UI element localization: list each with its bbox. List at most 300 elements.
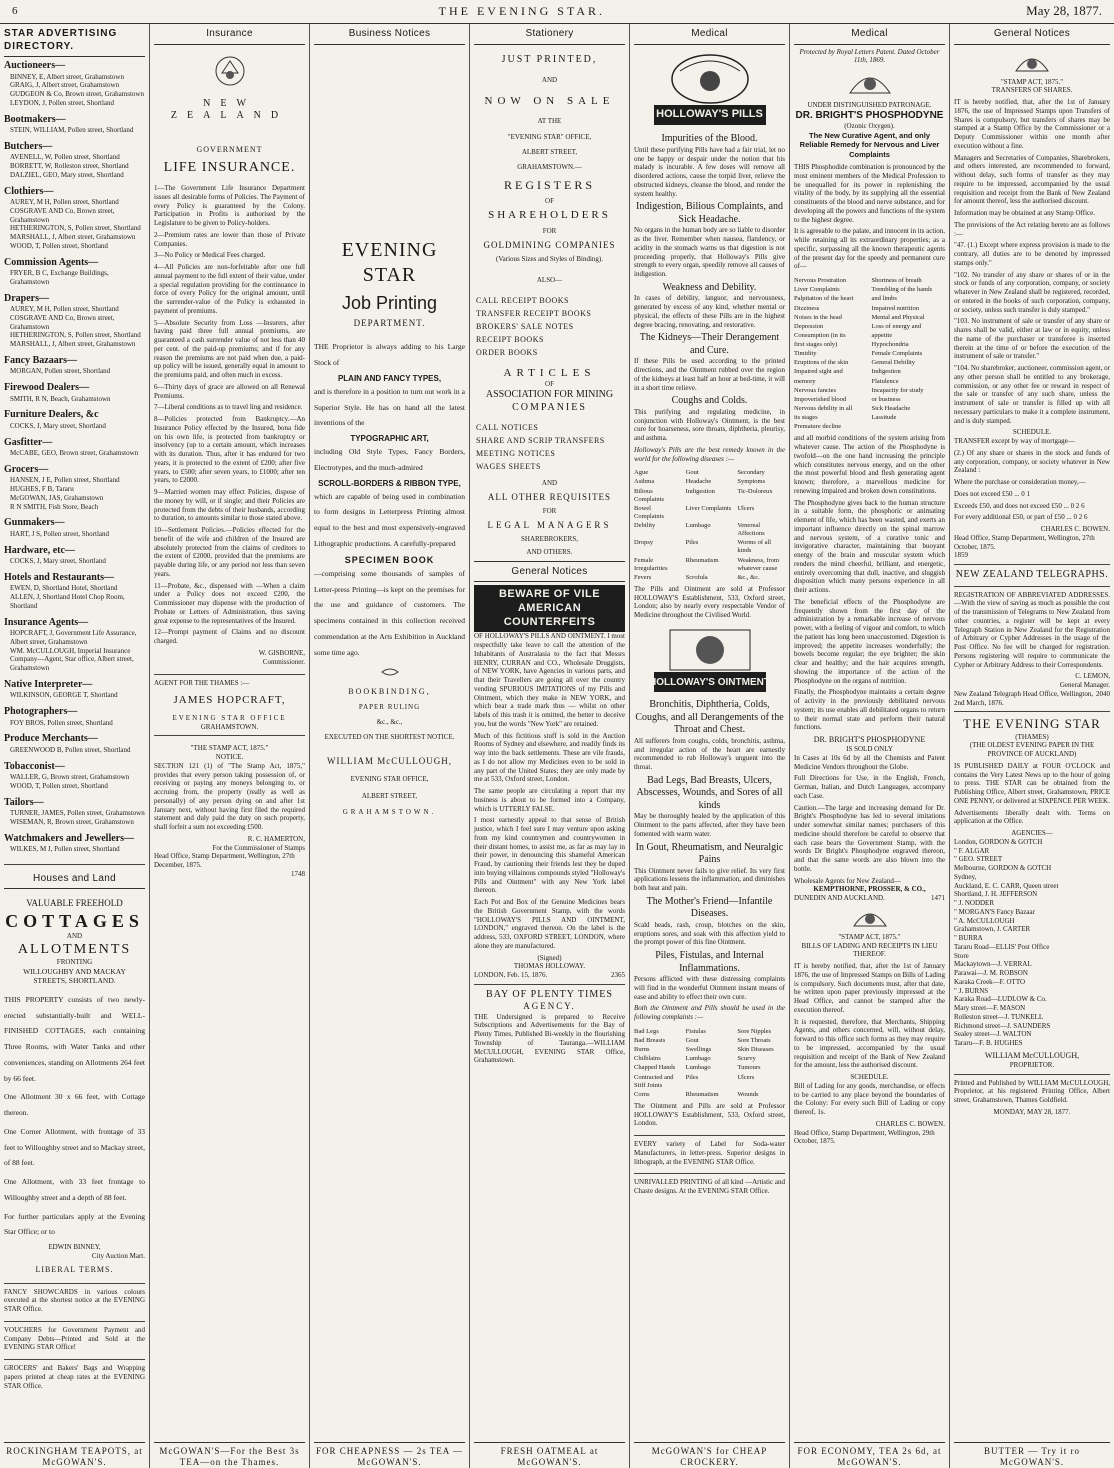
ad-number: 2365 [611,971,625,979]
table-cell: Gout [685,1037,699,1044]
column-heading: General Notices [954,24,1110,45]
ad-body: 4—All Policies are non-forfeitable after one full annual payment to the full extent of their value, under a special regulation providing for the continuance in force of every Policy for the original amount, until the surrender-value of the Policy is exhausted in payment of premiums. [154,263,305,315]
ad-line: STREETS, SHORTLAND. [33,976,116,986]
directory-entry [4,355,145,376]
directory-entry [4,833,145,854]
ad-body: UNRIVALLED PRINTING of all kind —Artistic and Chaste designs. At the EVENING STAR Office. [634,1178,785,1196]
directory-listing: GRAIG, J, Albert street, Grahamstown [10,81,120,90]
ad-body: 3—No Policy or Medical Fees charged. [154,251,266,260]
directory-listing: MORGAN, Pollen street, Shortland [10,367,111,376]
ad-line: (THE OLDEST EVENING PAPER IN THE PROVINCE OF AUCKLAND) [969,741,1095,758]
table-cell: Loss of energy and [871,322,922,330]
ad-body: 1—The Government Life Insurance Department issues all desirable forms of Policies. The Payment of every Policy is guaranteed by the Colony. Participation in Profits is authorised by the Legislature to be given to Policy-holders. [154,184,305,227]
notice-subtitle: TRANSFERS OF SHARES. [991,86,1073,95]
table-cell: Scurvy [737,1055,756,1063]
agency-item: London, GORDON & GOTCH [954,837,1043,846]
signature: WILLIAM McCULLOUGH, [984,1050,1080,1060]
symptom-table [794,277,945,431]
table-cell: Palpitation of the heart [794,295,854,303]
table-cell: Consumption (in its [794,331,846,339]
ad-line: WILLOUGHBY AND MACKAY [23,967,126,976]
article-body: No organs in the human body are so liable to disorder as the liver. Remember when nausea, flatulency, or acidity in the stomach warns us that digestion is not proceeding properly, that Holloway's Pills give strength to every organ, speedily remove all causes of indigestion. [634,226,785,278]
ad-number: 1471 [931,894,945,902]
imprint: Printed and Published by WILLIAM McCULLOUGH, Proprietor, at his registered Printing Office, Albert street, Grahamstown, Thames Goldfield. [954,1078,1110,1104]
directory-entry [4,706,145,727]
table-cell: Rheumatism [685,556,719,564]
table-cell: Indigestion [871,368,901,376]
royal-crest-icon [794,68,945,98]
ad-line: EXECUTED ON THE SHORTEST NOTICE. [324,732,455,741]
table-cell: Contracted and Stiff Joints [634,1073,674,1089]
column-directory [0,24,150,1468]
agency-item: " GEO. STREET [954,855,1003,864]
ad-headline: THE EVENING STAR [963,716,1101,732]
ad-line: AGENT FOR THE THAMES :— [154,679,250,688]
table-cell: Wounds [737,1090,759,1098]
agency-item: Mary street—F. MASON [954,1004,1026,1012]
signature: Commissioner. [262,657,305,666]
column-medical-phosphodyne [790,24,950,1468]
directory-listing: HANSEN, J E, Pollen street, Shortland [10,476,120,485]
ad-body: THIS PROPERTY consists of two newly-erected substantially-built and WELL-FINISHED COTTAGES, each containing Three Rooms, with Water Tanks and other conveniences, standing on Allotments 264 feet by 66 feet. [4,994,145,1083]
table-cell: Sore Nipples [737,1027,772,1035]
directory-entry [4,186,145,251]
agency-item: Auckland, E. C. CARR, Queen street [954,881,1059,890]
banner-line: BEWARE OF VILE [498,588,601,600]
divider [954,564,1110,565]
article-body: The Pills and Ointment are sold at Professor HOLLOWAY'S Establishment, 533, Oxford street, London; also by nearly every respectable Vendor of Medicine throughout the Civilised World. [634,584,785,620]
table-cell: Sore Throats [737,1037,771,1044]
agency-item: Shortland, J. H. JEFFERSON [954,890,1038,899]
directory-listing: HART, J S, Pollen street, Shortland [10,529,110,538]
ad-headline: ARTICLES [503,366,596,379]
ad-body: I most earnestly appeal to that sense of British justice, which I feel sure I may venture upon asking from my kind countrymen and countrywomen in their distant homes, to assist me, as far as may lay in their power, in denouncing this shameful American Fraud, by cautioning their friends lest they be duped into buying villainous compounds styled "Holloway's Pills and Ointment" with any New York label thereon. [474,816,625,895]
list-item: BROKERS' SALE NOTES [476,321,574,331]
ad-body: "47. (1.) Except where express provision is made to the contrary, all duties are to be denoted by impressed stamps only." [954,241,1110,267]
directory-category: Auctioneers— [4,60,66,71]
ad-body: Where the purchase or consideration money,— [954,478,1086,486]
column-medical-holloway [630,24,790,1468]
list-item: ORDER BOOKS [476,347,538,357]
article-heading: Bronchitis, Diphtheria, Colds, Coughs, and all Derangements of the Throat and Chest. [635,699,784,736]
ad-line: ALL OTHER REQUISITES [487,491,612,502]
directory-entry [4,517,145,538]
ad-line: FOR [542,227,557,235]
ad-body: Exceeds £50, and does not exceed £50 ... 0 2 6 [954,501,1085,510]
table-cell: Incapacity for study [871,386,924,394]
ad-line: VALUABLE FREEHOLD [26,898,123,909]
divider [954,586,1110,587]
agency-item: " MORGAN'S Fancy Bazaar [954,907,1035,916]
directory-category: Grocers— [4,463,49,475]
ad-body: 7—Liberal conditions as to travel ling and residence. [154,403,303,412]
ad-line: AGENCY. [523,1001,576,1012]
article-body: If these Pills be used according to the printed directions, and the Ointment rubbed over the region of the kidneys at least half an hour at bed-time, it will in a short time relieve. [634,357,785,392]
ad-line: FOR [542,507,557,515]
ad-body: THIS Phosphodide combination is pronounced by the most eminent members of the Medical Profession to be unequalled for its power in replenishing the vitality of the body, by its supplying all the essential constituents of the blood and nerve substance, and for developing all the powers and functions of the system to the highest degree. [794,163,945,224]
directory-listing: McCABE, GEO, Brown street, Grahamstown [10,449,139,457]
agency-item: " A. McCULLOUGH [954,916,1015,925]
directory-listing: McGOWAN, JAS, Grahamstown [10,493,104,502]
table-cell: Swellings [685,1046,712,1054]
directory-listing: SMITH, R N, Beach, Grahamstown [10,394,111,403]
directory-listing: AVENELL, W, Pollen street, Shortland [10,153,120,162]
agency-item: Grahamstown, J. CARTER [954,925,1031,934]
table-cell: Skin Diseases [737,1046,774,1054]
table-cell: Impaired nutrition [871,304,919,312]
ad-line: OF [545,196,554,205]
signature: THOMAS HOLLOWAY. [513,962,586,971]
directory-entry [4,761,145,791]
bottom-ad: McGOWAN'S—For the Best 3s TEA—on the Thames. [154,1442,305,1468]
directory-entry [4,141,145,180]
directory-category: Hardware, etc— [4,544,75,556]
table-cell: General Debility [871,359,915,367]
bottom-ad: FRESH OATMEAL at McGOWAN'S. [474,1442,625,1468]
table-cell: Sick Headache [871,404,911,412]
table-cell: Bilious Complaints [634,487,664,503]
ad-body: including Old Style Types, Fancy Borders, Electrotypes, and the much-admired [314,447,465,472]
table-cell: Asthma [634,478,655,486]
column-heading: Stationery [474,24,625,45]
ad-line: TYPOGRAPHIC ART, [350,434,429,443]
list-item: TRANSFER RECEIPT BOOKS [476,308,592,318]
agency-item: " F. ALGAR [954,846,990,855]
directory-entry [4,545,145,566]
ad-line: IS SOLD ONLY [846,745,893,753]
ad-line: GOVERNMENT [196,144,263,154]
ad-line: Head Office, Stamp Department, Wellington, 27th December, 1875. [154,852,295,869]
directory-category: Hotels and Restaurants— [4,571,115,583]
ad-line: WILLIAM McCULLOUGH, [327,755,452,766]
directory-entry [4,733,145,754]
article-heading: The Mother's Friend—Infantile Diseases. [646,895,773,920]
directory-entry [4,409,145,430]
directory-listing: HETHERINGTON, S, Pollen street, Shortland [10,331,141,340]
table-cell: Scrofula [685,573,708,581]
directory-category: Bootmakers— [4,113,66,125]
issue-date: May 28, 1877. [1026,3,1102,19]
ad-body: 5—Absolute Security from Loss —Insurers, after having paid three full annual premiums, are guaranteed a cash surrender value of not less than 40 per cent. of the paid-up premiums; and if for any reason the premiums are not paid when due, a paid-up policy will be issued, generally equal in amount to the premiums paid, and often much in excess. [154,318,305,379]
agency-item: Rolleston street—J. TUNKELL [954,1012,1044,1021]
table-cell: Eruptions of the skin [794,359,849,367]
table-cell: Hypochondria [871,341,909,348]
ad-line: (Signed) [537,953,562,962]
agency-item: Tararu Road—ELLIS' Post Office [954,942,1050,951]
masthead [0,0,1114,24]
ad-body: SECTION 121 (1) of "The Stamp Act, 1875," provides that every person taking possession of, or receiving or paying any moneys belonging to, or accruing from, the property (really as well as personally) of any person dying on and after 1st January next, without having first filed the required statement and duly paid the duty on such property, shall forfeit a sum not exceeding £500. [154,761,305,831]
directory-listing: COSGRAVE AND Co, Brown street, Grahamstown [10,206,115,224]
column-stationery [470,24,630,1468]
ad-headline: Job Printing [341,292,438,313]
ad-headline: BAY OF PLENTY TIMES [486,988,613,1000]
table-cell: and limbs [871,295,897,303]
directory-listing: LEYDON, J, Pollen street, Shortland [10,98,115,107]
agency-item: Tararu—F. B. HUGHES [954,1039,1023,1047]
directory-listing: DALZIEL, GEO, Mary street, Shortland [10,170,124,179]
directory-listing: WALLER, G, Brown street, Grahamstown [10,773,130,781]
ad-body: THE Proprietor is always adding to his Large Stock of [314,342,465,367]
table-cell: appetite [871,331,893,339]
directory-entry [4,617,145,673]
ad-body: It is requested, therefore, that Merchants, Shipping Agents, and others concerned, will, without delay, forward to this office such forms as they may require to be impressed, accompanied by the usual requisition and receipt of the Bank of New Zealand for the amount, less the authorised discount. [794,1017,945,1070]
agency-item: Karaka Creek—F. OTTO [954,977,1026,986]
ad-line: AND [66,932,83,940]
ad-body: Does not exceed £50 ... 0 1 [954,489,1031,498]
table-cell: Weakness, from whatever cause [737,556,780,572]
ad-body: One Allotment, with 33 feet frontage to Willoughby street and a depth of 88 feet. [4,1177,145,1202]
notice-subtitle: SCHEDULE. [850,1073,889,1081]
notice-title: "THE STAMP ACT, 1875." [190,744,269,753]
article-body: May be thoroughly healed by the application of this Ointment to the parts affected, after they have been fomented with warm water. [634,812,785,838]
table-cell: Headache [685,478,712,486]
article-body: Scald heads, rash, croup, blotches on the skin, eruptions sores, and soak with this affection yield to the prompt power of this fine Ointment. [634,920,785,947]
imprint-date: MONDAY, MAY 28, 1877. [993,1107,1071,1116]
article-body: Persons afflicted with these distressing complaints will find in the wonderful Ointment instant means of ease and ability to effect their own cure. [634,975,785,1001]
ad-headline: DR. BRIGHT'S PHOSPHODYNE [813,735,926,744]
ad-line: (Various Sizes and Styles of Binding). [496,255,603,263]
ad-body: —comprising some thousands of samples of Letter-press Printing—is kept on the premises for the use and guidance of customers. The specimens contained in this collection received commendation at the Arts Exhibition in Auckland some time ago. [314,568,465,657]
directory-listing: COCKS, J, Mary street, Shortland [10,557,106,565]
column-insurance [150,24,310,1468]
directory-entry [4,382,145,403]
ad-line: "EVENING STAR" OFFICE, [507,133,592,142]
ad-line: The New Curative Agent, and only Reliable Remedy for Nervous and Liver Complaints [799,131,940,159]
table-cell: Liver Complaints [794,286,840,294]
table-cell: Impaired sight and [794,368,843,376]
ad-line: SCROLL-BORDERS & RIBBON TYPE, [318,478,461,488]
ad-headline: DR. BRIGHT'S PHOSPHODYNE [795,109,944,121]
article-body: The Ointment and Pills are sold at Professor HOLLOWAY'S Establishment, 533, Oxford street, London. [634,1101,785,1128]
ad-body: Much of this fictitious stuff is sold in the Auction Rooms of Sydney and elsewhere, and readily finds its way into the back settlements. These are vile frauds, as I do not allow my Medicines even to be sold in any part of the United States; they are only made by me at 533, Oxford street, London. [474,731,625,784]
ad-line: Head Office, Stamp Department, Wellington, 27th October, 1875. [954,533,1095,551]
table-cell: Ulcers [737,1073,755,1081]
ad-body: 9—Married women may effect Policies, dispose of the money by will, or if single; and their Policies are protected from the debts of their husbands, according to duration, to amounts similar to those stated above. [154,488,305,523]
notice-title: "STAMP ACT, 1875." [1000,77,1064,86]
directory-listing: BINNEY, E, Albert street, Grahamstown [10,72,124,81]
directory-entry [4,464,145,512]
ad-line: FRONTING [56,958,93,967]
agency-item: Sealey street—J. WALTON [954,1030,1032,1039]
signature: For the Commissioner of Stamps [212,843,305,852]
notice-title: "STAMP ACT, 1875." [838,932,901,941]
ad-line: DEPARTMENT. [353,318,426,328]
signature: CHARLES C. BOWEN. [875,1119,945,1128]
directory-category: Insurance Agents— [4,616,89,628]
signature-row [954,690,1110,708]
banner-line: AMERICAN COUNTERFEITS [503,601,596,628]
table-cell: Premature decline [794,423,842,431]
agency-item: Sydney, [954,872,977,881]
ad-body: which are capable of being used in combination to form designs in Letterpress Printing almost equal to the best and most expensively-engraved Lithographic productions. A carefully-prepared [314,491,465,548]
table-cell: Female Irregularities [634,556,668,572]
ad-body: "104. No sharebroker, auctioneer, commission agent, or any other person shall be entitled to any brokerage, commission, or any other fee or reward in respect of the sale or transfer of any such share, unless the instrument of sale or transfer is filled up with all necessary particulars to make it a complete instrument, and is duly stamped. [954,364,1110,425]
bottom-ad: BUTTER — Try it ro McGOWAN'S. [954,1442,1110,1468]
directory-listing: GREENWOOD B, Pollen street, Shortland [10,745,131,754]
directory-category: Watchmakers and Jewellers— [4,832,134,844]
ad-body: (2.) Of any share or shares in the stock and funds of any corporation, company, or society whatever in New Zealand : [954,448,1110,475]
directory-listing: WM. McCULLOUGH, Imperial Insurance Company—Agent, Star office, Albert street, Grahamstown [10,646,134,672]
ad-body: OF HOLLOWAY'S PILLS AND OINTMENT. I most respectfully take leave to call the attention of the Inhabitants of Australasia to the fact that Messrs HENRY, CURRAN and CO., Wholesale Druggists, of NEW YORK, have Agencies in various parts, and that their Travellers are going all over the country vending SPURIOUS IMITATIONS of my Pills and Ointment, which they make in NEW YORK, and which bear a trade mark thus — whilst on other labels of this trash it is omitted, the better to deceive you, but the words "New York" are retained. [474,632,625,728]
agency-item: Melbourne, GORDON & GOTCH [954,864,1052,872]
divider [154,735,305,736]
table-cell: Fistulas [685,1027,706,1035]
ad-body: "103. No instrument of sale or transfer of any share or shares shall be valid, either at law or in equity, unless the name of the purchaser or transferee is inserted therein at the time of or before the execution of the instrument of sale or transfer." [954,317,1110,361]
table-cell: Lassitude [871,414,897,421]
ad-body: In Cases at 10s 6d by all the Chemists and Patent Medicine Vendors throughout the Globe. [794,753,945,771]
article-body: Until these purifying Pills have had a fair trial, let no one be happy or despair under the notion that his malady is incurable. A few doses will remove all disordered actions, cause the torpid liver, relieve the obstructed kidneys, cleanse the blood, and render the system healthy. [634,145,785,198]
directory-entry [4,60,145,108]
directory-category: Firewood Dealers— [4,382,90,393]
ad-line: (THAMES) [1015,732,1049,741]
ad-body: 6—Thirty days of grace are allowed on all Renewal Premiums. [154,382,305,400]
article-heading: Piles, Fistulas, and Internal Inflammations. [655,950,764,974]
table-cell: Timidity [794,350,817,358]
column-general [950,24,1114,1468]
table-cell: Fevers [634,573,652,581]
directory-category: Butchers— [4,140,53,152]
directory-entry [4,679,145,700]
directory-category: Tailors— [4,796,44,808]
ad-line: EVENING STAR OFFICE, [350,774,429,783]
ad-body: 8—Policies protected from Bankruptcy.—An Insurance Policy effected by the Insured, bona fide on his own life, is protected from bankruptcy or insolvency (up to a certain amount, which increases with its duration. Thus, after it has endured for two years, it is protected to the extent of £200; after five years, to £500; after seven years, to £1000; after ten years, to £2000. [154,415,305,485]
page-columns [0,24,1114,1468]
ad-body: 12—Prompt payment of Claims and no discount charged. [154,628,305,645]
agent-row [794,894,945,903]
table-cell: or business [871,395,901,403]
ad-body: Full Directions for Use, in the English, French, German, Italian, and Dutch Languages, accompany each Case. [794,774,945,800]
directory-listing: COSGRAVE AND Co, Brown street, Grahamstown [10,313,115,331]
ad-line: NEW ZEALAND [170,97,289,121]
directory-listing: WOOD, T, Pollen street, Shortland [10,781,108,790]
table-cell: Rheumatism [685,1090,719,1098]
article-heading: In Gout, Rheumatism, and Neuralgic Pains [635,841,784,866]
divider [954,1074,1110,1075]
crest-emblem [154,51,305,91]
ad-headline: LIFE INSURANCE. [163,159,296,175]
agency-item: Karaka Road—LUDLOW & Co. [954,995,1047,1004]
ad-body: 11—Probate, &c., dispensed with —When a claim under a Policy does not exceed £200, the Commissioner may dispense with the production of Probate or Letters of Administration, thus saving great expense to the representatives of the Insured. [154,581,305,625]
ad-headline: COMPANIES [512,401,587,413]
table-cell: Bowel Complaints [634,504,664,520]
table-cell: Noises in the head [794,313,842,321]
directory-category: Gunmakers— [4,517,65,529]
agency-item: Parawai—J. M. ROBSON [954,969,1028,977]
table-cell: Lumbago [685,522,711,529]
agent-location: DUNEDIN AND AUCKLAND. [794,894,885,902]
list-item: CALL NOTICES [476,423,539,432]
divider [4,1321,145,1322]
ad-body: The Phosphodyne gives back to the human structure in a suitable form, the phosphoric or animating element of life, which has been wasted, and exerts an important influence directly on the spinal marrow and nervous system, of a curative tonic and invigorative character, maintaining that buoyant energy of the brain and muscular system which renders the mind cheerful, brilliant, and energetic, entirely overcoming that dull, inactive, and sluggish disposition which many persons experience in all their actions. [794,498,945,594]
ad-body: The provisions of the Act relating hereto are as follows :— [954,220,1110,238]
signature: General Manager. [1059,681,1110,689]
stationery-list [474,293,625,361]
royal-crest-icon [794,906,945,930]
ad-body: The beneficial effects of the Phosphodyne are frequently shown from the first day of the administration by a remarkable increase of nervous power, with a feeling of vigour and comfort, to which the patient has long been unaccustomed. Digestion is improved; the appetite increases wonderfully; the bowels become regular; the eye brighter; the skin clear and healthy; and the hair acquires strength, showing the importance of the action of the Phosphodyne on the organs of nutrition. [794,597,945,685]
ad-body: EVERY variety of Label for Soda-water Manufacturers, in letter-press. Superior designs in lithograph, at the EVENING STAR Office. [634,1140,785,1166]
list-item: SHARE AND SCRIP TRANSFERS [476,436,605,445]
agency-item: Mackaytown—J. VERRAL [954,960,1032,969]
ad-body: "102. No transfer of any share or shares of or in the stock or funds of any corporation, company, or society whatever in New Zealand shall be registered, recorded, or entered in the books of such corporation, company, or society, unless such transfer is duly stamped." [954,270,1110,314]
directory-listing: BORRETT, W, Rolleston street, Shortland [10,162,129,170]
ad-body: Managers and Secretaries of Companies, Sharebrokers, and others interested, are recommended to forward, without delay, such forms of transfer as they may require to be impressed, accompanied by the usual requisition and receipt from the Bank of New Zealand for amount thereof, less the authorised discount. [954,153,1110,206]
ad-body: Each Pot and Box of the Genuine Medicines bears the British Government Stamp, with the words "HOLLOWAY'S PILLS AND OINTMENT, LONDON," engraved thereon. On the label is the address, 533, OXFORD STREET, LONDON, where alone they are manufactured. [474,898,625,950]
directory-listing: FRYER, B C, Exchange Buildings, Grahamstown [10,269,109,286]
table-cell: Worms of all kinds [737,539,772,555]
bottom-ad: FOR ECONOMY, TEA 2s 6d, at McGOWAN'S. [794,1442,945,1468]
ad-line: New Zealand Telegraph Head Office, Wellington, 2nd March, 1876. [954,689,1094,707]
article-body: All sufferers from coughs, colds, bronchitis, asthma, and irregular action of the heart are earnestly recommended to rub Holloway's unguent into the throat. [634,736,785,772]
table-cell: Ulcers [737,504,755,512]
column-heading: Medical [794,24,945,45]
directory-entry [4,257,145,287]
ad-body: and is therefore in a position to turn out work in a Superior Style. He has on hand all the latest inventions of the [314,386,465,428]
directory-category: Drapers— [4,292,49,304]
table-cell: memory [794,377,816,385]
notice-subtitle: SCHEDULE. [1012,428,1052,437]
directory-listing: R N SMITH, Fish Store, Beach [10,502,99,511]
article-heading: Weakness and Debility. [662,281,757,293]
ad-body: 2—Premium rates are lower than those of Private Companies. [154,230,305,248]
ad-body: One Allotment 30 x 66 feet, with Cottage thereon. [4,1092,145,1117]
signature: W. GISBORNE, [258,648,305,657]
signature-row [474,971,625,980]
table-cell: Lumbago [685,1055,711,1063]
table-cell: Dizziness [794,304,820,312]
table-cell: Flatulence [871,377,899,385]
table-cell: Lumbago [685,1064,711,1072]
divider [634,1173,785,1174]
ad-line: (Ozonic Oxygen). [844,122,895,131]
ad-line: ALBERT STREET, [521,148,578,156]
directory-category: Fancy Bazaars— [4,354,78,366]
disease-table [634,469,785,582]
ad-line: GOLDMINING COMPANIES [483,239,616,250]
ad-line: SHAREBROKERS, [521,535,578,543]
directory-listing: WILKINSON, GEORGE T, Shortland [10,691,118,700]
directory-entry [4,114,145,135]
ad-line: PLAIN AND FANCY TYPES, [337,373,442,383]
column-heading: STAR ADVERTISING DIRECTORY. [4,24,145,57]
notice-subtitle: AGENCIES— [1011,829,1053,837]
table-cell: Symptoms [737,478,766,486]
table-cell: Mental and Physical [871,313,925,321]
table-cell: Dropsy [634,539,654,547]
column-business [310,24,470,1468]
directory-category: Gasfitter— [4,436,53,448]
list-item: WAGES SHEETS [476,462,541,471]
directory-listing: MARSHALL, J, Albert street, Grahamstown [10,233,136,241]
directory-listing: HOPCRAFT, J, Government Life Assurance, Albert street, Grahamstown [10,629,137,646]
directory-entry [4,293,145,349]
table-cell: Tic-Doloreux [737,487,773,495]
ad-line: ALBERT STREET, [361,791,418,800]
ad-line: AND [541,76,558,84]
table-cell: Shortness of breath [871,277,922,285]
ad-body: 10—Settlement Policies.—Policies effected for the benefit of the wife and children of the Insured are absolutely protected from the claims of creditors to the extent of £2000, provided that the premiums are payable during life, or any period not less than seven years. [154,526,305,578]
divider [4,1283,145,1284]
ad-line: LIBERAL TERMS. [35,1264,114,1274]
signature: EDWIN BINNEY, [48,1243,101,1251]
signature: C. LEMON, [1075,672,1110,681]
divider [4,1359,145,1360]
column-heading: Business Notices [314,24,465,45]
crest-label: HOLLOWAY'S PILLS [656,107,763,120]
ad-number: 2040 [1096,689,1110,698]
ad-line: AND [541,479,558,487]
directory-listing: HETHERINGTON, S, Pollen street, Shortland [10,224,141,233]
ad-line: UNDER DISTINGUISHED PATRONAGE. [807,101,932,109]
